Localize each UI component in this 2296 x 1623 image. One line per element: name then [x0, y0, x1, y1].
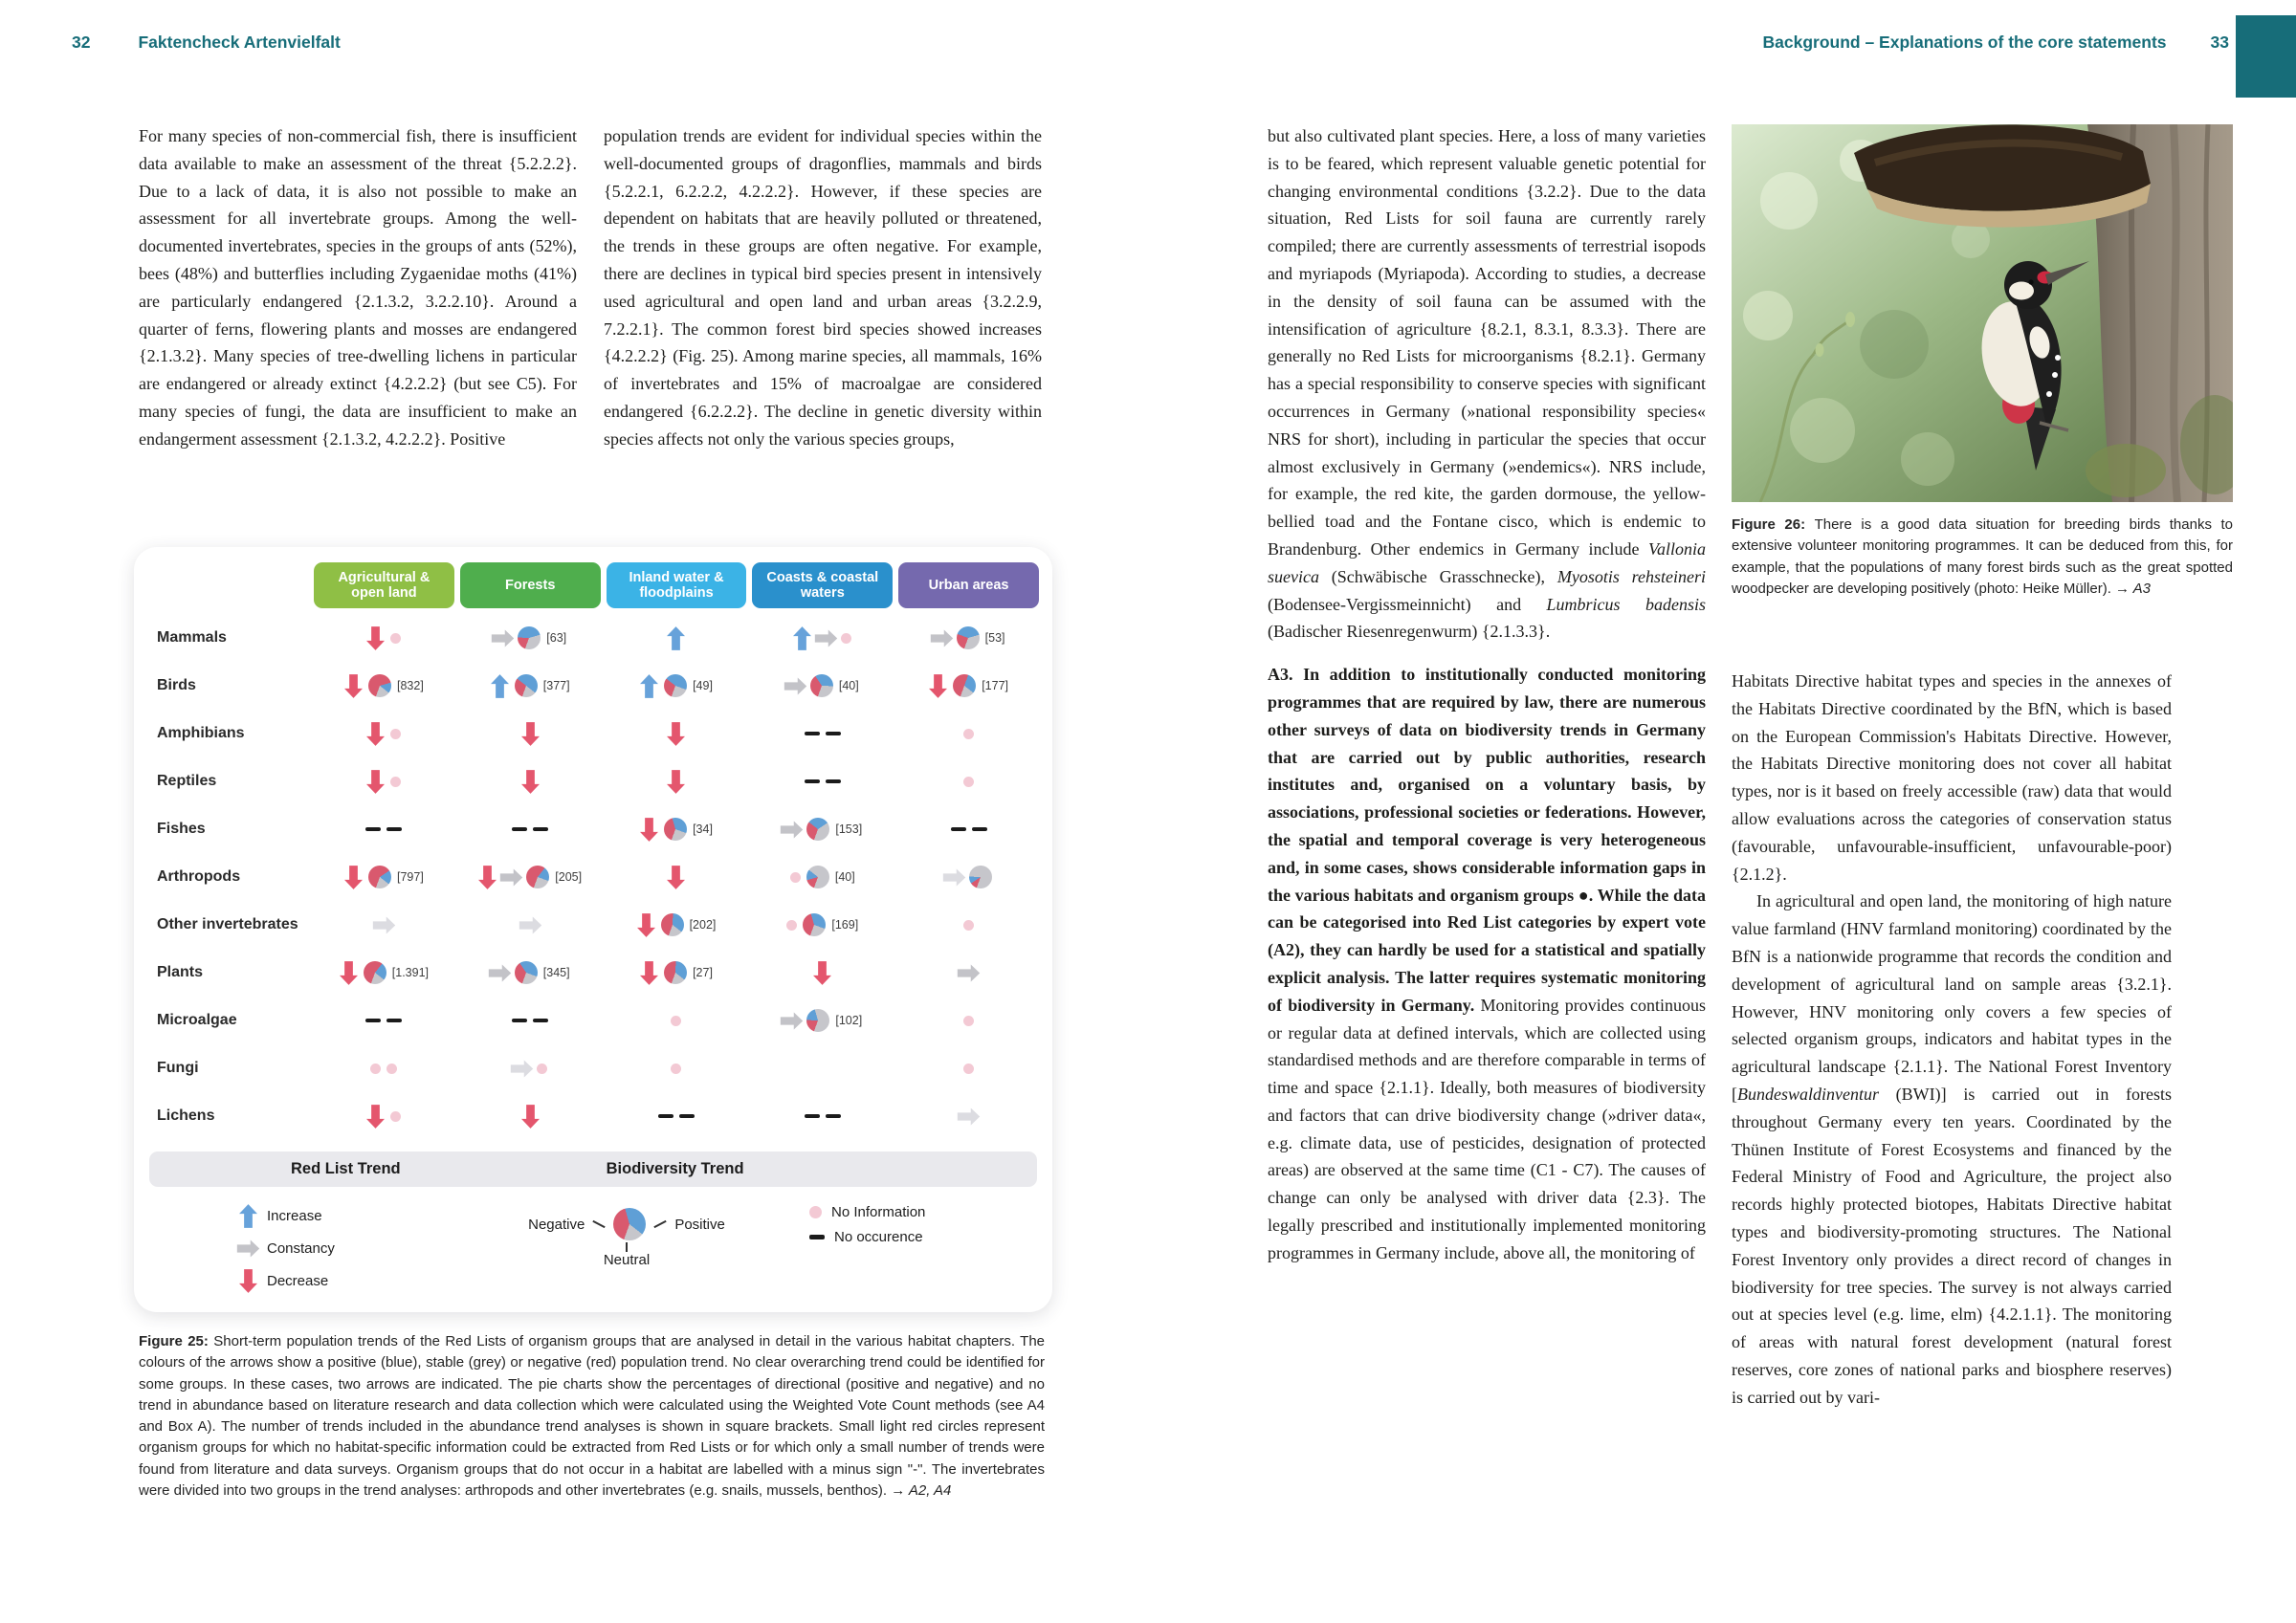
no-occurrence-dash — [512, 827, 527, 832]
trend-cell — [607, 997, 747, 1044]
no-information-dot — [963, 777, 974, 787]
trend-cell — [460, 997, 601, 1044]
figure25-legend-band — [149, 1151, 1037, 1187]
no-occurrence-dash — [809, 1235, 825, 1239]
trend-pie-chart — [664, 961, 687, 984]
trend-cell — [898, 1092, 1039, 1140]
legend-label-constancy: Constancy — [267, 1240, 335, 1257]
trend-cell — [607, 805, 747, 853]
no-information-dot — [671, 1016, 681, 1026]
biodiversity-trend-legend — [507, 1208, 746, 1268]
trend-cell — [314, 662, 454, 710]
figure25-chart — [134, 547, 1052, 1312]
trend-cell — [898, 662, 1039, 710]
text-run: (Schwäbische Grasschnecke), — [1318, 566, 1557, 586]
text-run: Figure 26: — [1732, 516, 1815, 533]
trend-pie-chart — [661, 913, 684, 936]
trend-count-label: [797] — [396, 870, 424, 884]
organism-row-label: Amphibians — [157, 725, 245, 742]
text-run: population trends are evident for individual species within the well-documented groups of dragonflies, mammals and birds {5.2.2.1, 6.2.2.2, 4.2.2.2}. However, if these species are dependent on habitats that are heavily polluted or threatened, the trends in these groups are often negative. For example, there are declines in typical bird species present in intensively used agricultural and open land and urban areas {3.2.2.9, 7.2.2.1}. The common forest bird species showed increases {4.2.2.2} (Fig. 25). Among marine species, all mammals, 16% of invertebrates and 15% of macroalgae are considered endangered {6.2.2.2}. The decline in genetic diversity within species affects not only the various species groups, — [604, 126, 1042, 449]
organism-row-label: Mammals — [157, 629, 227, 647]
right-running-header — [1762, 33, 2229, 53]
corner-tab — [2236, 15, 2296, 98]
trend-count-label: [345] — [542, 966, 570, 979]
no-occurrence-dash — [533, 1019, 548, 1023]
trend-pie-chart — [803, 913, 826, 936]
organism-row-label: Lichens — [157, 1108, 215, 1125]
no-information-dot — [390, 729, 401, 739]
figure26-caption — [1732, 515, 2233, 600]
trend-cell — [460, 710, 601, 757]
trend-cell — [607, 853, 747, 901]
legend-connector-line — [593, 1220, 606, 1228]
trend-cell — [460, 662, 601, 710]
constancy-arrow-icon — [786, 674, 805, 698]
no-occurrence-dash — [365, 1019, 381, 1023]
trend-cell — [314, 853, 454, 901]
decrease-arrow-icon — [667, 866, 685, 889]
text-run: Vallonia suevica — [1268, 538, 1706, 586]
trend-cell — [460, 805, 601, 853]
biodiversity-trend-label: Biodiversity Trend — [606, 1160, 744, 1177]
trend-cell — [314, 901, 454, 949]
trend-pie-chart — [368, 866, 391, 888]
no-occurrence-dash — [365, 827, 381, 832]
legend-item-decrease — [239, 1269, 402, 1293]
trend-pie-chart — [806, 818, 829, 841]
trend-count-label: [102] — [835, 1014, 863, 1027]
habitat-column-header: Coasts & coastal waters — [752, 562, 893, 608]
decrease-arrow-icon — [667, 770, 685, 794]
woodpecker-photo-illustration — [1732, 124, 2233, 502]
organism-row-label: Birds — [157, 677, 196, 694]
no-information-dot — [786, 920, 797, 931]
trend-cell — [898, 853, 1039, 901]
constancy-arrow-icon — [783, 1009, 801, 1033]
trend-cell — [460, 757, 601, 805]
no-information-dot — [841, 633, 851, 644]
no-information-dot — [390, 1111, 401, 1122]
no-information-dot — [963, 1064, 974, 1074]
legend-label-negative: Negative — [528, 1216, 585, 1233]
trend-count-label: [153] — [835, 822, 863, 836]
trend-cell — [752, 1044, 893, 1092]
trend-count-label: [53] — [984, 631, 1005, 645]
legend-label-neutral: Neutral — [603, 1252, 651, 1268]
trend-count-label: [177] — [982, 679, 1008, 692]
trend-count-label: [377] — [542, 679, 570, 692]
text-run: Short-term population trends of the Red Lists of organism groups that are analysed in detail in the various habitat chapters. The colours of the arrows show a positive (blue), stable (grey) or negative (red) population trend. No clear overarching trend could be identified for some groups. In these cases, two arrows are indicated. The pie charts show the percentages of directional (positive and negative) and no trend in abundance based on literature research and data collection which were calculated using the Weighted Vote Count methods (see A4 and Box A). The number of trends included in the abundance trend analyses is shown in square brackets. Small light red circles represent organism groups for which no habitat-specific information could be extracted from Red Lists or for which only a small number of trends were found from literature and data surveys. Organism groups that do not occur in a habitat are labelled with a minus sign "-". The invertebrates were divided into two groups in the trend analyses: arthropods and other invertebrates (e.g. snails, mussels, benthos). — [139, 1333, 1046, 1500]
decrease-arrow-icon — [366, 1105, 385, 1129]
text-run: A3. In addition to institutionally conducted monitoring programmes that are required by law, there are numerous other surveys of data on biodiversity trends in Germany that are carried out by public authorities, research institutes and, organised on a voluntary basis, by associations, professional societies or federations. However, the spatial and temporal coverage is very heterogeneous and, in some cases, shows considerable information gaps in the various habitats and organism groups ●. While the data can be categorised into Red List categories by expert vote (A2), they can hardly be used for a statistical and spatially explicit analysis. The latter requires systematic monitoring of biodiversity in Germany. — [1268, 665, 1706, 1015]
legend-item-no-information — [809, 1204, 1001, 1220]
no-information-dot — [386, 1064, 397, 1074]
no-occurrence-dash — [951, 827, 966, 832]
trend-count-label: [63] — [546, 631, 567, 645]
trend-cell — [314, 949, 454, 997]
decrease-arrow-icon — [929, 674, 947, 698]
right-column-2 — [1732, 668, 2172, 1412]
decrease-arrow-icon — [813, 961, 831, 985]
text-run: Figure 25: — [139, 1333, 214, 1349]
increase-arrow-icon — [239, 1204, 257, 1228]
legend-connector-line — [654, 1220, 667, 1228]
text-run: but also cultivated plant species. Here, a loss of many varieties is to be feared, which represent valuable genetic potential for changing environmental conditions {3.2.2}. Due to the data situation, Red Lists for soil fauna are currently rarely compiled; there are currently assessments of terrestrial isopods and myriapods (Myriapoda). According to studies, a decrease in the density of soil fauna can be assumed with the intensification of agriculture {8.2.1, 8.3.1, 8.3.3}. There are generally no Red Lists for microorganisms {8.2.1}. Germany has a special responsibility to conserve species with significant occurrences in Germany (»national responsibility species« NRS for short), including in particular the species that occur almost exclusively in Germany (»endemics«). NRS include, for example, the red kite, the garden dormouse, the yellow-bellied toad and the Fontane cisco, which is endemic to Brandenburg. Other endemics in Germany include — [1268, 126, 1706, 559]
trend-cell — [314, 805, 454, 853]
trend-cell — [314, 614, 454, 662]
legend-item-constancy — [239, 1237, 402, 1261]
no-occurrence-dash — [533, 827, 548, 832]
no-information-dot — [963, 1016, 974, 1026]
organism-row-label: Microalgae — [157, 1012, 237, 1029]
trend-cell — [460, 853, 601, 901]
text-run: → A2, A4 — [891, 1482, 952, 1500]
trend-count-label: [169] — [831, 918, 859, 932]
constancy-arrow-icon — [960, 1105, 978, 1129]
red-list-trend-legend — [239, 1204, 402, 1293]
trend-cell — [752, 901, 893, 949]
decrease-arrow-icon — [637, 913, 655, 937]
text-run: For many species of non-commercial fish, there is insufficient data available to make an assessment of the threat {5.2.2.2}. Due to a lack of data, it is also not possible to make an assessment for all invertebrate groups. Among the well-documented invertebrates, species in the groups of ants (52%), bees (48%) and butterflies including Zygaenidae moths (41%) are particularly endangered {2.1.3.2, 3.2.2.10}. Around a quarter of ferns, flowering plants and mosses are endangered {2.1.3.2}. Many species of tree-dwelling lichens in particular are endangered or already extinct {4.2.2.2} (but see C5). For many species of fungi, the data are insufficient to make an endangerment assessment {2.1.3.2, 4.2.2.2}. Positive — [139, 126, 577, 449]
decrease-arrow-icon — [366, 770, 385, 794]
body-paragraph — [1732, 668, 2172, 888]
decrease-arrow-icon — [478, 866, 497, 889]
no-information-dot — [963, 729, 974, 739]
body-paragraph — [604, 122, 1042, 453]
organism-row-label: Fungi — [157, 1060, 199, 1077]
constancy-arrow-icon — [945, 866, 963, 889]
trend-count-label: [40] — [838, 679, 859, 692]
text-run: (BWI)] is carried out in forests throughout Germany every ten years. Coordinated by the Thünen Institute of Forest Ecosystems and financed by the Federal Ministry of Food and Agriculture, the project also records highly protected biotopes, Habitats Directive habitat types and biodiversity-promoting structures. The National Forest Inventory only provides a direct record of changes in biodiversity for tree species. The survey is not always carried out at species level (e.g. lime, elm) {4.2.1.1}. The monitoring of areas with natural forest development (natural forest reserves, core zones of national parks and biosphere reserves) is carried out by vari- — [1732, 1084, 2172, 1407]
increase-arrow-icon — [491, 674, 509, 698]
core-statement-a3-paragraph — [1268, 661, 1706, 1267]
no-information-dot — [537, 1064, 547, 1074]
legend-connector-line — [626, 1242, 628, 1252]
trend-cell — [460, 949, 601, 997]
trend-pie-chart — [518, 626, 541, 649]
trend-cell — [607, 710, 747, 757]
trend-pie-chart — [364, 961, 386, 984]
constancy-arrow-icon — [491, 961, 509, 985]
trend-cell — [460, 614, 601, 662]
decrease-arrow-icon — [366, 722, 385, 746]
text-run: → A3 — [2115, 580, 2152, 597]
decrease-arrow-icon — [640, 818, 658, 842]
text-run: There is a good data situation for breeding birds thanks to extensive volunteer monitoring programmes. It can be deduced from this, for example, that the populations of many forest birds such as the great spotted woodpecker are developing positively (photo: Heike Müller). — [1732, 516, 2233, 597]
trend-cell — [752, 757, 893, 805]
text-run: Myosotis rehsteineri — [1556, 566, 1706, 586]
info-legend — [809, 1204, 1001, 1245]
constancy-arrow-icon — [933, 626, 951, 650]
trend-pie-chart — [526, 866, 549, 888]
decrease-arrow-icon — [521, 722, 540, 746]
trend-cell — [607, 1092, 747, 1140]
decrease-arrow-icon — [521, 770, 540, 794]
legend-item-increase — [239, 1204, 402, 1228]
habitat-column-header: Agricultural & open land — [314, 562, 454, 608]
trend-count-label: [27] — [693, 966, 713, 979]
no-information-dot — [963, 920, 974, 931]
trend-count-label: [1.391] — [391, 966, 430, 979]
decrease-arrow-icon — [640, 961, 658, 985]
trend-cell — [898, 757, 1039, 805]
text-run: (Badischer Riesenregenwurm) {2.1.3.3}. — [1268, 622, 1551, 642]
organism-row-label: Other invertebrates — [157, 916, 298, 933]
decrease-arrow-icon — [667, 722, 685, 746]
legend-label-increase: Increase — [267, 1208, 322, 1224]
trend-cell — [752, 710, 893, 757]
trend-cell — [314, 710, 454, 757]
organism-row-label: Arthropods — [157, 868, 241, 886]
constancy-arrow-icon — [521, 913, 540, 937]
trend-count-label: [34] — [693, 822, 713, 836]
no-information-dot — [390, 777, 401, 787]
trend-cell — [752, 997, 893, 1044]
habitat-column-header: Inland water & floodplains — [607, 562, 747, 608]
trend-cell — [607, 949, 747, 997]
figure25-trend-table — [147, 562, 1039, 1140]
trend-cell — [314, 757, 454, 805]
trend-cell — [607, 901, 747, 949]
increase-arrow-icon — [667, 626, 685, 650]
no-information-dot — [671, 1064, 681, 1074]
increase-arrow-icon — [793, 626, 811, 650]
trend-cell — [898, 949, 1039, 997]
trend-cell — [752, 949, 893, 997]
trend-count-label: [202] — [689, 918, 717, 932]
right-header-title: Background – Explanations of the core statements — [1762, 33, 2167, 52]
left-page-number: 32 — [72, 33, 91, 52]
legend-label-no-occurrence: No occurence — [834, 1229, 923, 1245]
constancy-arrow-icon — [502, 866, 520, 889]
constancy-arrow-icon — [960, 961, 978, 985]
trend-cell — [460, 1044, 601, 1092]
bracket-fungus — [1854, 124, 2151, 227]
no-occurrence-dash — [805, 732, 820, 736]
text-run: Lumbricus badensis — [1546, 594, 1706, 614]
no-information-dot — [390, 633, 401, 644]
trend-cell — [898, 1044, 1039, 1092]
trend-cell — [752, 614, 893, 662]
constancy-arrow-icon — [239, 1237, 257, 1261]
legend-label-decrease: Decrease — [267, 1273, 329, 1289]
no-information-dot — [790, 872, 801, 883]
left-column-1 — [139, 122, 577, 453]
legend-label-no-information: No Information — [831, 1204, 926, 1220]
trend-cell — [314, 1092, 454, 1140]
decrease-arrow-icon — [366, 626, 385, 650]
trend-count-label: [40] — [834, 870, 855, 884]
body-paragraph — [1732, 888, 2172, 1411]
trend-cell — [898, 614, 1039, 662]
trend-cell — [898, 710, 1039, 757]
trend-cell — [314, 997, 454, 1044]
trend-pie-chart — [953, 674, 976, 697]
no-occurrence-dash — [658, 1114, 673, 1119]
trend-pie-chart — [969, 866, 992, 888]
trend-count-label: [832] — [396, 679, 424, 692]
no-occurrence-dash — [386, 1019, 402, 1023]
trend-cell — [460, 901, 601, 949]
habitat-column-header: Forests — [460, 562, 601, 608]
trend-count-label: [205] — [555, 870, 583, 884]
trend-cell — [752, 853, 893, 901]
text-run: Habitats Directive habitat types and species in the annexes of the Habitats Directive coordinated by the BfN, which is based on the European Commission's Habitats Directive. However, the Habitats Directive monitoring does not cover all habitat types, nor is it based on freely accessible (raw) data that would allow evaluations across the categories of conservation status (favourable, unfavourable-insufficient, unfavourable-poor) {2.1.2}. — [1732, 671, 2172, 884]
figure25-legend — [147, 1204, 1039, 1293]
trend-cell — [752, 662, 893, 710]
text-run: (Bodensee-Vergissmeinnicht) and — [1268, 594, 1547, 614]
no-occurrence-dash — [512, 1019, 527, 1023]
trend-count-label: [49] — [693, 679, 713, 692]
trend-cell — [607, 1044, 747, 1092]
no-occurrence-dash — [826, 779, 841, 784]
legend-label-positive: Positive — [674, 1216, 725, 1233]
decrease-arrow-icon — [521, 1105, 540, 1129]
trend-pie-chart — [515, 961, 538, 984]
no-information-dot — [370, 1064, 381, 1074]
trend-pie-chart — [664, 818, 687, 841]
trend-pie-chart — [957, 626, 980, 649]
trend-pie-chart — [368, 674, 391, 697]
trend-cell — [314, 1044, 454, 1092]
organism-row-label: Fishes — [157, 821, 206, 838]
text-run: Monitoring provides continuous or regular data at defined intervals, which are collected using standardised methods and are therefore comparable in terms of time and space {2.1.1}. Ideally, both measures of biodiversity and factors that can drive biodiversity change (»driver data«, e.g. climate data, use of pesticides, designation of protected areas) are observed at the same time (C1 - C7). The causes of change can only be analysed with driver data {2.3}. The legally prescribed and institutionally implemented monitoring programmes in Germany include, above all, the monitoring of — [1268, 995, 1706, 1262]
no-occurrence-dash — [386, 827, 402, 832]
trend-cell — [752, 1092, 893, 1140]
increase-arrow-icon — [640, 674, 658, 698]
constancy-arrow-icon — [375, 913, 393, 937]
habitat-column-header: Urban areas — [898, 562, 1039, 608]
decrease-arrow-icon — [344, 866, 363, 889]
body-paragraph — [1268, 122, 1706, 646]
trend-cell — [607, 614, 747, 662]
organism-row-label: Reptiles — [157, 773, 217, 790]
figure25-caption — [139, 1331, 1045, 1502]
trend-cell — [898, 997, 1039, 1044]
left-column-2 — [604, 122, 1042, 453]
constancy-arrow-icon — [494, 626, 512, 650]
decrease-arrow-icon — [340, 961, 358, 985]
no-occurrence-dash — [679, 1114, 695, 1119]
trend-pie-chart — [810, 674, 833, 697]
body-paragraph — [139, 122, 577, 453]
biodiversity-legend-row — [528, 1208, 725, 1240]
legend-item-no-occurrence — [809, 1229, 1001, 1245]
trend-cell — [752, 805, 893, 853]
trend-cell — [898, 901, 1039, 949]
no-occurrence-dash — [972, 827, 987, 832]
no-occurrence-dash — [805, 1114, 820, 1119]
text-run: In agricultural and open land, the monitoring of high nature value farmland (HNV farmland monitoring) coordinated by the BfN is a nationwide programme that records the condition and development of agricultural land on sample areas {3.2.1}. However, HNV monitoring only covers a few species of selected organism groups, indicators and habitat types in the agricultural landscape {2.1.1}. The National Forest Inventory [ — [1732, 891, 2172, 1104]
organism-row-label: Plants — [157, 964, 204, 981]
trend-cell — [460, 1092, 601, 1140]
trend-cell — [607, 662, 747, 710]
no-occurrence-dash — [826, 1114, 841, 1119]
trend-pie-chart — [806, 866, 829, 888]
decrease-arrow-icon — [344, 674, 363, 698]
legend-pie-chart — [613, 1208, 646, 1240]
trend-pie-chart — [515, 674, 538, 697]
figure26-photo — [1732, 124, 2233, 502]
red-list-trend-label: Red List Trend — [291, 1160, 401, 1177]
text-run: Bundeswaldinventur — [1737, 1084, 1879, 1104]
constancy-arrow-icon — [817, 626, 835, 650]
trend-cell — [898, 805, 1039, 853]
no-occurrence-dash — [826, 732, 841, 736]
no-occurrence-dash — [805, 779, 820, 784]
right-column-1 — [1268, 122, 1706, 1267]
trend-cell — [607, 757, 747, 805]
left-header-title: Faktencheck Artenvielfalt — [138, 33, 341, 52]
trend-pie-chart — [806, 1009, 829, 1032]
trend-pie-chart — [664, 674, 687, 697]
constancy-arrow-icon — [513, 1057, 531, 1081]
decrease-arrow-icon — [239, 1269, 257, 1293]
constancy-arrow-icon — [783, 818, 801, 842]
right-page-number: 33 — [2210, 33, 2229, 52]
left-running-header — [72, 33, 341, 53]
no-information-dot — [809, 1206, 822, 1218]
